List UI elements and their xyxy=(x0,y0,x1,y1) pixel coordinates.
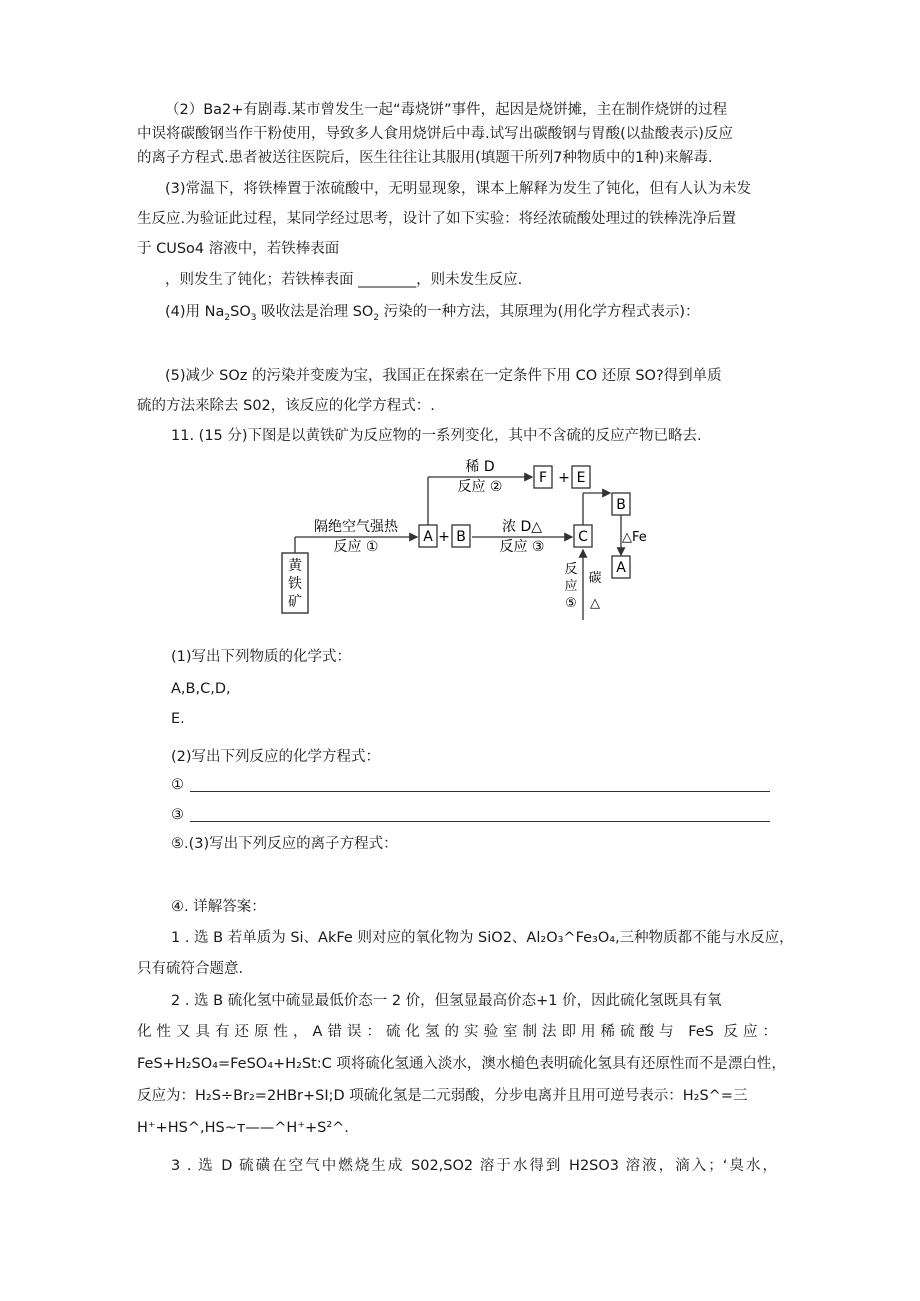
q2-line-3: 的离子方程式.患者被送往医院后，医生往往让其服用(填题干所列7种物质中的1种)来解毒. xyxy=(137,150,713,166)
reaction-2-condition: 稀 D xyxy=(465,459,495,475)
box-b-right-label: B xyxy=(616,497,626,513)
answer-2-line-1: 2 . 选 B 硫化氢中硫显最低价态一 2 价，但氢显最高价态+1 价，因此硫化氢既具有氧 xyxy=(171,993,722,1009)
q3-line-1: (3)常温下，将铁棒置于浓硫酸中，无明显现象，课本上解释为发生了钝化，但有人认为未发 xyxy=(165,181,752,197)
answers-header: ④. 详解答案： xyxy=(171,899,266,915)
box-c-label: C xyxy=(578,529,588,545)
answer-2-line-4: 反应为：H₂S÷Br₂=2HBr+SI;D 项硫化氢是二元弱酸，分步电离并且用可逆号表示：H₂S^=三 xyxy=(137,1088,748,1104)
pyrite-reaction-diagram xyxy=(270,455,650,625)
q5-line-2: 硫的方法来除去 S02，该反应的化学方程式：. xyxy=(137,398,435,414)
q4-sub-3: 2 xyxy=(373,312,380,323)
reaction-5-reagent: 碳 xyxy=(588,571,602,586)
reaction-5-heat: △ xyxy=(590,596,600,611)
q3-line-4-part-c: ，则未发生反应. xyxy=(416,272,523,288)
box-b-label: B xyxy=(456,529,466,545)
q4-line xyxy=(165,303,699,321)
answer-1-line-1: 1 . 选 B 若单质为 Si、AkFe 则对应的氧化物为 SiO2、Al₂O₃^Fe₃O₄,三种物质都不能与水反应， xyxy=(171,930,794,946)
q11-part-2: (2)写出下列反应的化学方程式： xyxy=(171,749,381,765)
equation-label-1: ① xyxy=(171,777,184,793)
q4-text-a: (4)用 Na xyxy=(165,304,225,320)
q11-header: 11. (15 分)下图是以黄铁矿为反应物的一系列变化，其中不含硫的反应产物已略去. xyxy=(171,428,702,444)
plus-sign-2: + xyxy=(558,470,570,486)
q4-sub-1: 2 xyxy=(224,312,231,323)
box-a-right-label: A xyxy=(616,560,626,576)
q11-part-1-line-1: A,B,C,D, xyxy=(171,681,231,697)
q4-text-d: 污染的一种方法，其原理为(用化学方程式表示)： xyxy=(379,304,700,320)
answer-3-line-1: 3 . 选 D 硫磺在空气中燃烧生成 S02,SO2 溶于水得到 H2SO3 溶液，滴入；‘臭水， xyxy=(171,1158,777,1174)
q3-line-3: 于 CUSo4 溶液中，若铁棒表面 xyxy=(137,241,340,257)
pyrite-char-2: 铁 xyxy=(288,576,302,592)
reaction-4-condition: △Fe xyxy=(622,530,647,545)
q3-fill-blank: ________ xyxy=(358,272,417,288)
q2-line-1: （2）Ba2+有剧毒.某市曾发生一起“毒烧饼”事件，起因是烧饼摊，主在制作烧饼的过程 xyxy=(165,102,728,118)
reaction-5-label-2: 应 xyxy=(564,579,578,594)
box-e-label: E xyxy=(576,470,586,486)
q3-line-4-part-a: ，则发生了钝化；若铁棒表面 xyxy=(165,272,359,288)
q4-text-c: 吸收法是治理 SO xyxy=(256,304,374,320)
q4-sub-2: 3 xyxy=(250,312,257,323)
q11-part-3: ⑤.(3)写出下列反应的离子方程式： xyxy=(171,836,398,852)
box-a-label: A xyxy=(423,529,433,545)
q5-line-1: (5)减少 SOz 的污染并变废为宝，我国正在探索在一定条件下用 CO 还原 SO?得到单质 xyxy=(165,368,722,384)
reaction-5-label-1: 反 xyxy=(564,562,578,577)
q4-text-b: SO xyxy=(230,304,251,320)
q11-part-1: (1)写出下列物质的化学式： xyxy=(171,649,352,665)
pyrite-char-1: 黄 xyxy=(288,558,302,574)
reaction-1-condition: 隔绝空气强热 xyxy=(314,519,398,535)
q3-line-2: 生反应.为验证此过程，某同学经过思考，设计了如下实验：将经浓硫酸处理过的铁棒洗净后置 xyxy=(137,211,737,227)
pyrite-char-3: 矿 xyxy=(288,594,302,610)
q11-part-1-line-2: E. xyxy=(171,711,185,727)
plus-sign-1: + xyxy=(438,529,450,545)
q3-line-4 xyxy=(165,271,522,289)
answer-1-line-2: 只有硫符合题意. xyxy=(137,961,244,977)
reaction-3-condition: 浓 D△ xyxy=(502,519,542,535)
reaction-3-label: 反应 ③ xyxy=(499,539,545,555)
reaction-5-label-3: ⑤ xyxy=(565,596,577,611)
answer-2-line-3: FeS+H₂SO₄=FeSO₄+H₂St:C 项将硫化氢通入淡水，澳水槌色表明硫化氢具有还原性而不是漂白性， xyxy=(137,1056,786,1072)
answer-2-line-2: 化性又具有还原性，A错误：硫化氢的实验室制法即用稀硫酸与 FeS 反应： xyxy=(137,1024,777,1040)
equation-label-3: ③ xyxy=(171,807,184,823)
box-f-label: F xyxy=(538,470,548,486)
reaction-1-label: 反应 ① xyxy=(333,539,379,555)
reaction-2-label: 反应 ② xyxy=(457,479,503,495)
answer-line-3[interactable] xyxy=(190,821,770,822)
q2-line-2: 中误将碳酸钢当作干粉使用，导致多人食用烧饼后中毒.试写出碳酸钢与胃酸(以盐酸表示)反应 xyxy=(137,126,733,142)
answer-2-line-5: H⁺+HS^,HS~т——^H⁺+S²^. xyxy=(137,1120,349,1136)
answer-line-1[interactable] xyxy=(190,791,770,792)
